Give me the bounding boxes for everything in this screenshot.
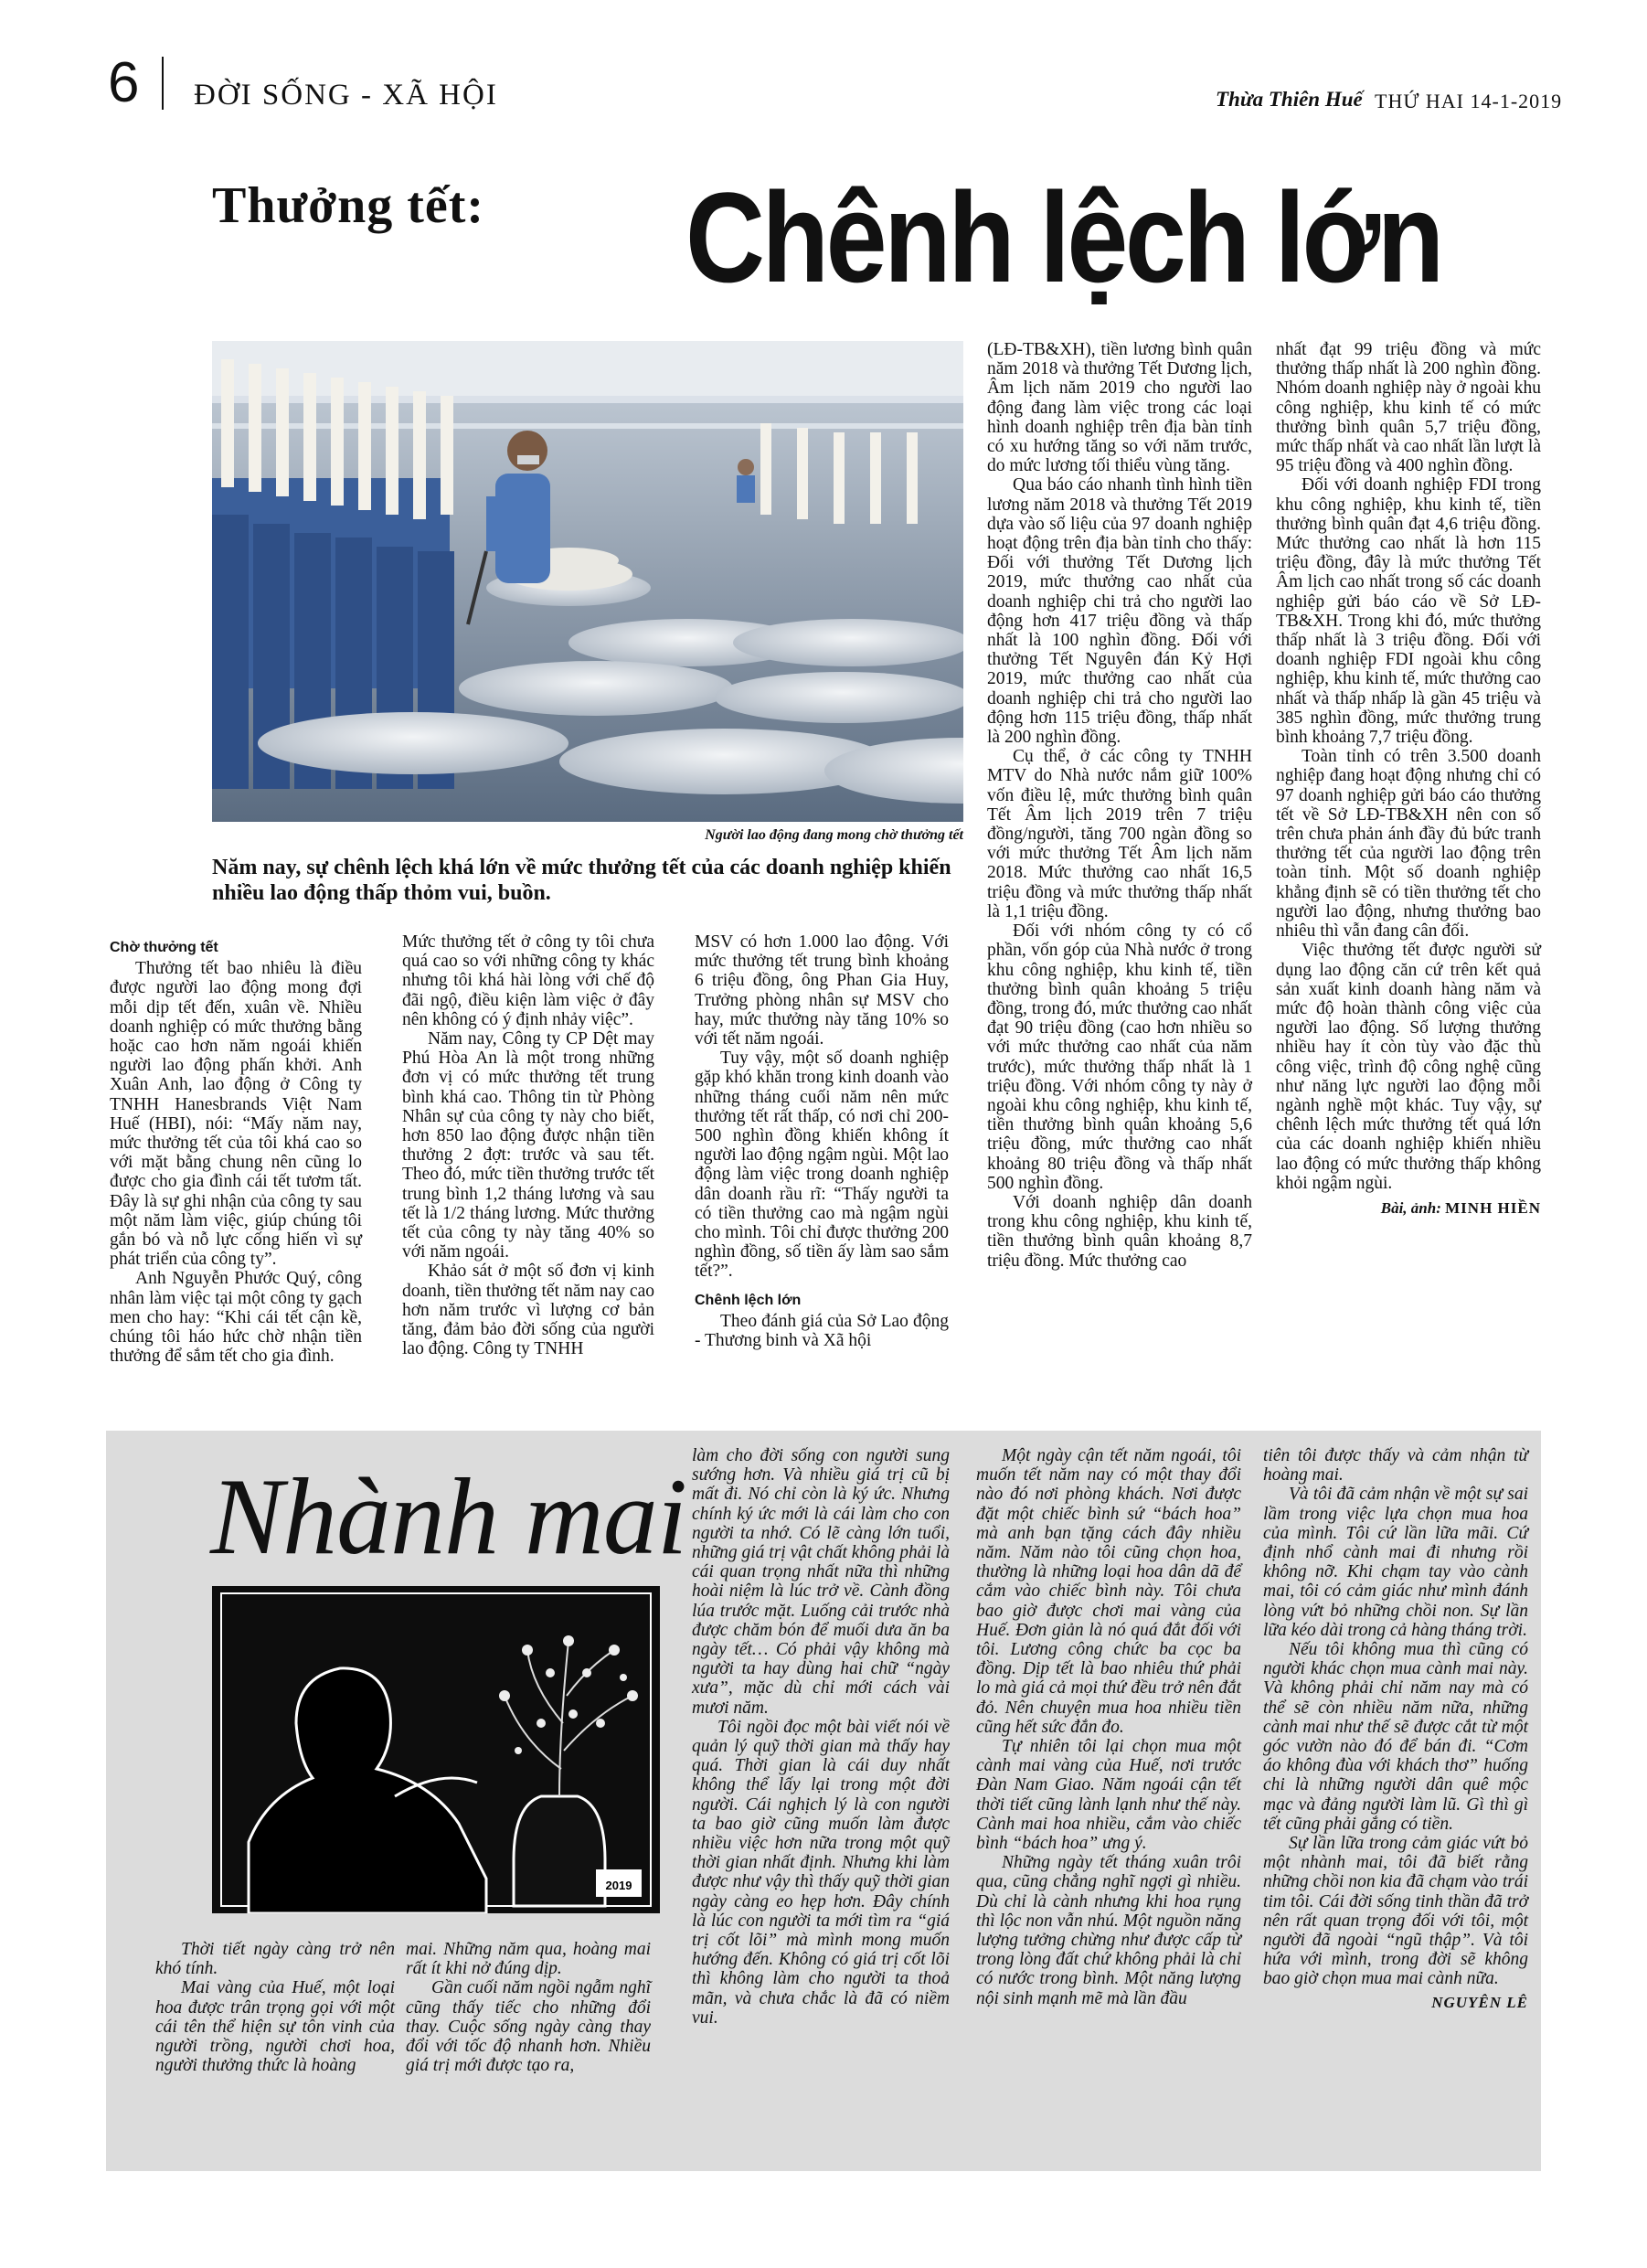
paragraph: Đối với nhóm công ty có cổ phần, vốn góp của Nhà nước ở trong khu công nghiệp, khu kinh tế, tiền thưởng bình quân khoảng 5 triệu đồng, trong đó, mức thưởng cao nhất đạt 90 triệu đồng (cao hơn nhiều so với mức thưởng cao nhất của năm trước), mức thưởng thấp nhất là 1 triệu đồng. Với nhóm công ty này ở ngoài khu công nghiệp, khu kinh tế, tiền thưởng bình quân khoảng 5,6 triệu đồng, mức thưởng cao nhất khoảng 80 triệu đồng và thấp nhất 500 nghìn đồng. xyxy=(987,921,1252,1193)
paragraph: làm cho đời sống con người sung sướng hơn. Và nhiều giá trị cũ bị mất đi. Nó chỉ còn là ký ức. Nhưng chính ký ức mới là cái làm cho con người ta nhớ. Có lẽ càng lớn tuổi, những giá trị vật chất không phải là cái quan trọng nhất nữa thì những hoài niệm là lúc trở về. Cành đồng lúa trước mặt. Luống cải trước nhà được chăm bón để muối dưa ăn ba ngày tết… Có phải vậy không mà người ta hay dùng hai chữ “ngày xưa”, mặc dù chỉ mới cách vài mươi năm. xyxy=(692,1446,950,1718)
paragraph: Nếu tôi không mua thì cũng có người khác chọn mua cành mai này. Và không phải chỉ năm nay mà có thể sẽ còn nhiều năm nữa, những cành mai như thế sẽ được cắt từ một góc vườn nào đó để bán đi. “Cơm áo không đùa với khách thơ” huống chi là những người dân quê mộc mạc và đảng người làm lũ. Gì thì gì tết cũng phải gắng có tiền. xyxy=(1263,1640,1528,1834)
essay-column-4 xyxy=(976,1446,1241,2008)
subhead-cho-thuong-tet: Chờ thưởng tết xyxy=(110,940,218,955)
article-lead: Năm nay, sự chênh lệch khá lớn về mức thưởng tết của các doanh nghiệp khiến nhiều lao động thấp thỏm vui, buồn. xyxy=(212,856,951,905)
headline-kicker: Thưởng tết: xyxy=(212,177,485,234)
issue-date: THỨ HAI 14-1-2019 xyxy=(1375,90,1563,112)
paragraph: Năm nay, Công ty CP Dệt may Phú Hòa An là một trong những đơn vị có mức thưởng tết trung bình khá cao. Thông tin từ Phòng Nhân sự của công ty này cho biết, hơn 850 lao động được nhận tiền thưởng 2 đợt: trước và sau tết. Theo đó, mức tiền thưởng trước tết trung bình 1,2 tháng lương và sau tết là 1/2 tháng lương. Mức thưởng tết của công ty này tăng 40% so với năm ngoái. xyxy=(402,1029,654,1262)
photo-caption: Người lao động đang mong chờ thưởng tết xyxy=(705,827,963,843)
paragraph: Cụ thể, ở các công ty TNHH MTV do Nhà nước nắm giữ 100% vốn điều lệ, mức thưởng bình quân Tết Âm lịch 2019 trên 7 triệu đồng/người, tăng 700 ngàn đồng so với mức thưởng Tết Âm lịch năm 2018. Mức thưởng cao nhất 16,5 triệu đồng và mức thưởng thấp nhất là 1,1 triệu đồng. xyxy=(987,747,1252,921)
paragraph: (LĐ-TB&XH), tiền lương bình quân năm 2018 và thưởng Tết Dương lịch, Âm lịch năm 2019 cho người lao động đang làm việc trong các loại hình doanh nghiệp trên địa bàn tỉnh có xu hướng tăng so với năm trước, do mức lương tối thiểu vùng tăng. xyxy=(987,340,1252,476)
paragraph: Việc thưởng tết được người sử dụng lao động căn cứ trên kết quả sản xuất kinh doanh hàng năm và mức độ hoàn thành công việc của người lao động. Số lượng thưởng nhiều hay ít còn tùy vào đặc thù công việc, trình độ công nghệ cũng như năng lực người lao động mỗi ngành nghề một khác. Tuy vậy, sự chênh lệch mức thưởng tết quá lớn của các doanh nghiệp khiến nhiều lao động có mức thưởng thấp không khỏi ngậm ngùi. xyxy=(1276,941,1541,1193)
factory-worker-photo xyxy=(212,341,963,822)
headline: Chênh lệch lớn xyxy=(685,165,1441,309)
paragraph: Thời tiết ngày càng trở nên khó tính. xyxy=(155,1940,395,1979)
essay-column-2 xyxy=(406,1940,651,2075)
paragraph: Mức thưởng tết ở công ty tôi chưa quá cao so với những công ty khác nhưng tôi khá hài lòng với chế độ đãi ngộ, điều kiện làm việc ở đây nên không có ý định nhảy việc”. xyxy=(402,932,654,1029)
page-number: 6 xyxy=(108,51,140,114)
article-byline xyxy=(1276,1198,1541,1218)
paragraph: Tự nhiên tôi lại chọn mua một cành mai vàng của Huế, nơi trước Đàn Nam Giao. Năm ngoái cận tết thời tiết cũng lành lạnh như thế này. Cành mai hoa nhiều, cắm vào chiếc bình “bách hoa” ưng ý. xyxy=(976,1737,1241,1854)
article-column-3 xyxy=(695,932,949,1350)
paragraph: Với doanh nghiệp dân doanh trong khu công nghiệp, khu kinh tế, tiền thưởng bình quân khoảng 8,7 triệu đồng. Mức thưởng cao xyxy=(987,1192,1252,1271)
article-column-4 xyxy=(987,340,1252,1271)
masthead: Thừa Thiên Huế xyxy=(1216,88,1363,111)
paragraph: Anh Nguyễn Phước Quý, công nhân làm việc tại một công ty gạch men cho hay: “Khi cái tết cận kề, chúng tôi háo hức chờ nhận tiền thưởng để sắm tết cho gia đình. xyxy=(110,1269,362,1367)
paragraph: Mai vàng của Huế, một loại hoa được trân trọng gọi với một cái tên thể hiện sự tôn vinh của người trồng, người chơi hoa, người thưởng thức là hoàng xyxy=(155,1978,395,2076)
paragraph: Những ngày tết tháng xuân trôi qua, cũng chẳng nghĩ ngợi gì nhiều. Dù chỉ là cành nhưng khi hoa rụng thì lộc non vẫn nhú. Một nguồn năng lượng tưởng chừng như được cấp từ trong lòng đất chứ không phải là chỉ có nước trong bình. Một năng lượng nội sinh mạnh mẽ mà lần đầu xyxy=(976,1853,1241,2008)
article-column-5 xyxy=(1276,340,1541,1218)
header-divider xyxy=(162,57,164,110)
paragraph: Đối với doanh nghiệp FDI trong khu công nghiệp, khu kinh tế, tiền thưởng bình quân đạt 4,6 triệu đồng. Mức thưởng cao nhất là hơn 115 triệu đồng, đây là mức thưởng Tết Âm lịch cao nhất trong số các doanh nghiệp gửi báo cáo về Sở LĐ-TB&XH. Trong khi đó, mức thưởng thấp nhất là 3 triệu đồng. Đối với doanh nghiệp FDI ngoài khu công nghiệp, khu kinh tế, mức thưởng cao nhất và thấp nhấp là gần 45 triệu và 385 nghìn đồng, mức thưởng trung bình khoảng 7,7 triệu đồng. xyxy=(1276,475,1541,748)
silhouette-mai-illustration xyxy=(212,1586,660,1913)
paragraph: Một ngày cận tết năm ngoái, tôi muốn tết năm nay có một thay đổi nào đó nơi phòng khách. Nơi được đặt một chiếc bình sứ “bách hoa” mà anh bạn tặng cách đây nhiều năm. Năm nào tôi cũng chọn hoa, thường là những loại hoa dân dã để cắm vào chiếc bình này. Tôi chưa bao giờ được chơi mai vàng của Huế. Đơn giản là nó quá đắt đối với tôi. Lương công chức ba cọc ba đồng. Dịp tết là bao nhiêu thứ phải lo mà giá cả mọi thứ đều trở nên đắt đỏ. Nên chuyện mua hoa nhiều tiền cũng hết sức đắn đo. xyxy=(976,1446,1241,1737)
paragraph: Gần cuối năm ngồi ngẫm nghĩ cũng thấy tiếc cho những đổi thay. Cuộc sống ngày càng thay đổi với tốc độ nhanh hơn. Nhiều giá trị mới được tạo ra, xyxy=(406,1978,651,2076)
paragraph: Sự lần lữa trong cảm giác vứt bỏ một nhành mai, tôi đã biết rằng những chồi non kia đã chạm vào trái tim tôi. Cái đời sống tinh thần đã trở nên rất quan trọng đối với tôi, một người đã ngoài “ngũ thập”. Và tôi hứa với mình, trong đời sẽ không bao giờ chọn mua mai cành nữa. xyxy=(1263,1834,1528,1989)
subhead-chenh-lech-lon: Chênh lệch lớn xyxy=(695,1292,802,1308)
illustration-year: 2019 xyxy=(605,1879,632,1892)
paragraph: mai. Những năm qua, hoàng mai rất ít khi nở đúng dịp. xyxy=(406,1940,651,1979)
paragraph: Theo đánh giá của Sở Lao động - Thương binh và Xã hội xyxy=(695,1311,949,1351)
paragraph: tiên tôi được thấy và cảm nhận từ hoàng mai. xyxy=(1263,1446,1528,1485)
byline-prefix: Bài, ảnh: xyxy=(1380,1198,1441,1217)
paragraph: Khảo sát ở một số đơn vị kinh doanh, tiền thưởng tết năm nay cao hơn năm trước vì lượng cơ bản tăng, đảm bảo đời sống của người lao động. Công ty TNHH xyxy=(402,1262,654,1359)
article-column-2 xyxy=(402,932,654,1358)
essay-column-5 xyxy=(1263,1446,1528,2012)
essay-column-1 xyxy=(155,1940,395,2075)
paragraph: Tôi ngồi đọc một bài viết nói về quản lý quỹ thời gian mà thấy hay quá. Thời gian là cái duy nhất không thể lấy lại trong một đời người. Cái nghịch lý là con người ta bao giờ cũng muốn làm được nhiều việc hơn nữa trong một quỹ thời gian nhất định. Nhưng khi làm được như vậy thì thấy quỹ thời gian ngày càng eo hẹp hơn. Đây chính là lúc con người ta mới tìm ra “giá trị cốt lõi” mà mình mong muốn hướng đến. Không có giá trị cốt lõi thì không làm cho người ta thoả mãn, và chưa chắc là đã có niềm vui. xyxy=(692,1717,950,2028)
paragraph: Tuy vậy, một số doanh nghiệp gặp khó khăn trong kinh doanh vào những tháng cuối năm nên mức thưởng tết rất thấp, có nơi chỉ 200-500 nghìn đồng khiến không ít người lao động ngậm ngùi. Một lao động làm việc trong doanh nghiệp dân doanh rầu rĩ: “Thấy người ta có tiền thưởng cao mà ngậm ngùi cho mình. Tôi chỉ được thưởng 200 nghìn đồng, số tiền ấy làm sao sắm tết?”. xyxy=(695,1049,949,1282)
paragraph: Và tôi đã cảm nhận về một sự sai lầm trong việc lựa chọn mua hoa của mình. Tôi cứ lần lữa mãi. Cứ định nhổ cành mai đi nhưng rồi không nỡ. Khi chạm tay vào cành mai, tôi có cảm giác như mình đánh lòng vứt bỏ những chồi non. Sự lần lữa kéo dài trong cả hàng tháng trời. xyxy=(1263,1485,1528,1640)
paragraph: Toàn tỉnh có trên 3.500 doanh nghiệp đang hoạt động nhưng chỉ có 97 doanh nghiệp gửi báo cáo thưởng tết về Sở LĐ-TB&XH nên con số trên chưa phản ánh đầy đủ bức tranh thưởng tết của người lao động trên toàn tỉnh. Một số doanh nghiệp khẳng định sẽ có tiền thưởng tết cho người lao động, nhưng thưởng bao nhiêu thì vẫn đang cân đối. xyxy=(1276,747,1541,942)
paragraph: Thưởng tết bao nhiêu là điều được người lao động mong đợi mỗi dịp tết đến, xuân về. Nhiều doanh nghiệp có mức thưởng bằng hoặc cao hơn năm ngoái khiến người lao động phấn khởi. Anh Xuân Anh, lao động ở Công ty TNHH Hanesbrands Việt Nam Huế (HBI), nói: “Mấy năm nay, mức thưởng tết của tôi khá cao so với mặt bằng chung nên cũng lo được cho gia đình cái tết tươm tất. Đây là sự ghi nhận của công ty sau một năm làm việc, giúp chúng tôi gắn bó và nỗ lực cống hiến vì sự phát triển của công ty”. xyxy=(110,959,362,1270)
essay-illustration xyxy=(212,1586,660,1913)
section-title: ĐỜI SỐNG - XÃ HỘI xyxy=(194,79,498,112)
paragraph: MSV có hơn 1.000 lao động. Với mức thưởng tết trung bình khoảng 6 triệu đồng, ông Phan Gia Huy, Trưởng phòng nhân sự MSV cho hay, mức thưởng này tăng 10% so với tết năm ngoái. xyxy=(695,932,949,1049)
essay-column-3 xyxy=(692,1446,950,2028)
essay-author: NGUYÊN LÊ xyxy=(1431,1993,1528,2011)
essay-title: Nhành mai xyxy=(210,1455,687,1577)
paragraph: Qua báo cáo nhanh tình hình tiền lương năm 2018 và thưởng Tết 2019 dựa vào số liệu của 97 doanh nghiệp hoạt động trên địa bàn tỉnh cho thấy: Đối với thưởng Tết Dương lịch 2019, mức thưởng cao nhất của doanh nghiệp chi trả cho người lao động hơn 417 triệu đồng và thấp nhất là 100 nghìn đồng. Đối với thưởng Tết Nguyên đán Kỷ Hợi 2019, mức thưởng cao nhất của doanh nghiệp chi trả cho người lao động hơn 115 triệu đồng, thấp nhất là 200 nghìn đồng. xyxy=(987,475,1252,748)
paragraph: nhất đạt 99 triệu đồng và mức thưởng thấp nhất là 200 nghìn đồng. Nhóm doanh nghiệp này ở ngoài khu công nghiệp, khu kinh tế có mức thưởng bình quân 5,7 triệu đồng, mức thấp nhất và cao nhất lần lượt là 95 triệu đồng và 400 nghìn đồng. xyxy=(1276,340,1541,476)
article-photo xyxy=(212,341,963,822)
byline-name: MINH HIỀN xyxy=(1445,1198,1541,1217)
article-column-1 xyxy=(110,934,362,1366)
